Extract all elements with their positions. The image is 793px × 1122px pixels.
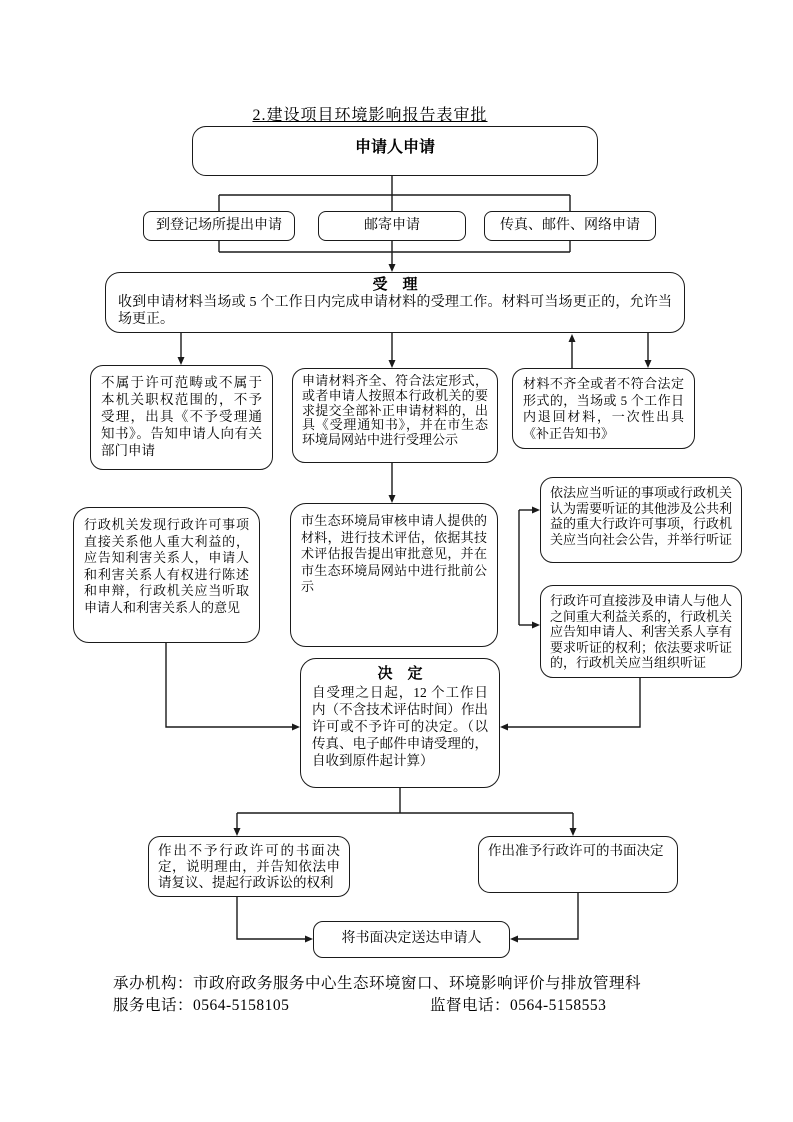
node-public-hearing xyxy=(540,477,742,563)
not-accepted-text: 不属于许可范畴或不属于本机关职权范围的，不予受理，出具《不予受理通知书》。告知申请人向有关部门申请 xyxy=(101,375,262,458)
bureau-review-text: 市生态环境局审核申请人提供的材料，进行技术评估，依据其技术评估报告提出审批意见，并在市生态环境局网站中进行批前公示 xyxy=(301,513,487,594)
materials-complete-text: 申请材料齐全、符合法定形式，或者申请人按照本行政机关的要求提交全部补正申请材料的，出具《受理通知书》，并在市生态环境局网站中进行受理公示 xyxy=(302,374,488,448)
third-party-interest-text: 行政机关发现行政许可事项直接关系他人重大利益的，应告知利害关系人，申请人和利害关系人有权进行陈述和申辩，行政机关应当听取申请人和利害关系人的意见 xyxy=(84,517,249,615)
acceptance-body: 收到申请材料当场或 5 个工作日内完成申请材料的受理工作。材料可当场更正的，允许当场更正。 xyxy=(118,295,672,327)
node-third-party-interest xyxy=(73,507,260,643)
node-materials-complete xyxy=(292,368,498,463)
node-decision xyxy=(300,658,500,788)
deny-decision-text: 作出不予行政许可的书面决定，说明理由，并告知依法申请复议、提起行政诉讼的权利 xyxy=(158,843,340,890)
node-deliver-decision: 将书面决定送达申请人 xyxy=(313,921,510,958)
party-hearing-text: 行政许可直接涉及申请人与他人之间重大利益关系的，行政机关应告知申请人、利害关系人享有要求听证的权利；依法要求听证的，行政机关应当组织听证 xyxy=(550,593,732,670)
grant-decision-text: 作出准予行政许可的书面决定 xyxy=(488,843,664,858)
node-acceptance xyxy=(105,272,685,333)
node-channel-onsite: 到登记场所提出申请 xyxy=(143,211,295,241)
footer-service-phone: 服务电话：0564-5158105 xyxy=(113,997,290,1014)
node-materials-incomplete xyxy=(512,368,695,449)
acceptance-title: 受 理 xyxy=(372,277,418,293)
page-title: 2.建设项目环境影响报告表审批 xyxy=(252,107,488,124)
node-party-hearing xyxy=(540,585,742,678)
public-hearing-text: 依法应当听证的事项或行政机关认为需要听证的其他涉及公共利益的重大行政许可事项，行政机关应当向社会公告，并举行听证 xyxy=(550,485,732,547)
footer-supervise-phone: 监督电话：0564-5158553 xyxy=(430,997,607,1014)
node-channel-mail: 邮寄申请 xyxy=(318,211,466,241)
footer-agency: 承办机构：市政府政务服务中心生态环境窗口、环境影响评价与排放管理科 xyxy=(113,975,642,992)
materials-incomplete-text: 材料不齐全或者不符合法定形式的，当场或 5 个工作日内退回材料，一次性出具《补正告知书》 xyxy=(523,376,684,441)
node-not-accepted xyxy=(90,365,273,470)
node-applicant-apply: 申请人申请 xyxy=(192,126,598,176)
decision-title: 决 定 xyxy=(377,666,423,682)
node-channel-fax-network: 传真、邮件、网络申请 xyxy=(484,211,656,241)
node-deny-decision xyxy=(148,836,350,897)
decision-body: 自受理之日起，12 个工作日内（不含技术评估时间）作出许可或不予许可的决定。（以传真、电子邮件申请受理的，自收到原件起计算） xyxy=(312,685,488,768)
node-grant-decision xyxy=(478,836,678,893)
node-bureau-review xyxy=(290,503,498,647)
